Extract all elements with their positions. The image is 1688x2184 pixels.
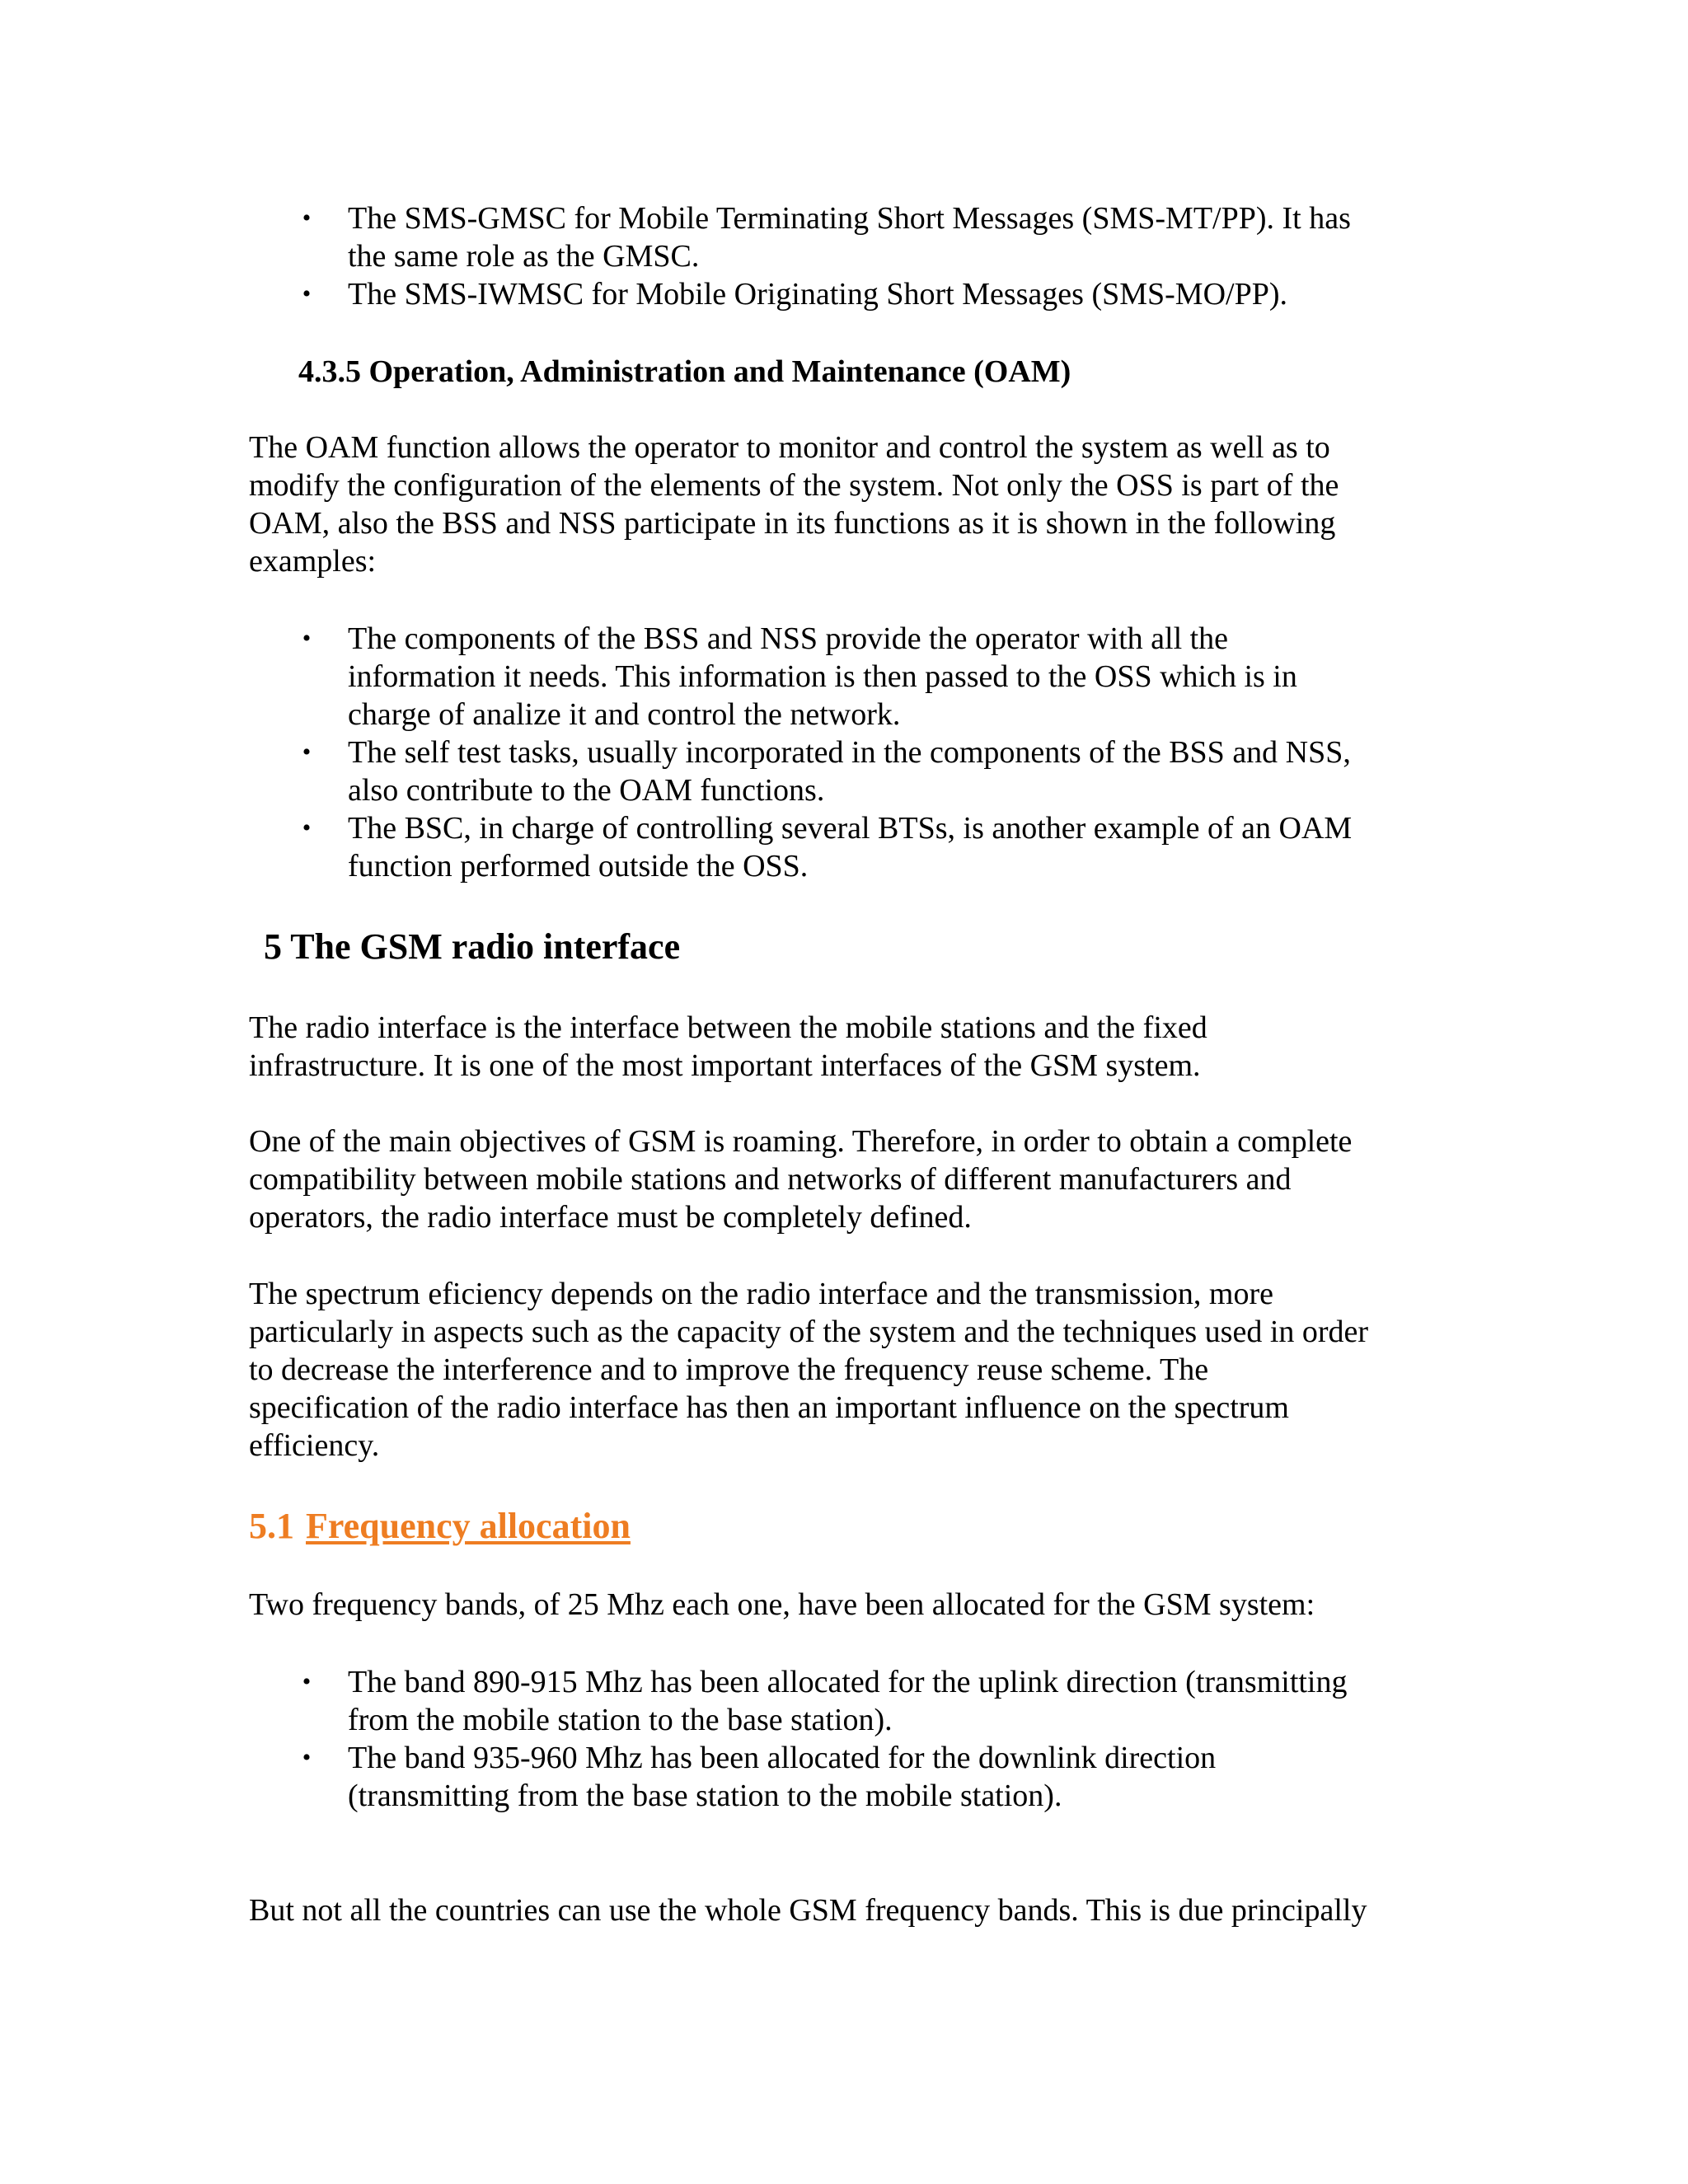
bullet-icon: •: [302, 625, 312, 652]
bullet-icon: •: [302, 738, 312, 766]
list-item-line: The BSC, in charge of controlling several BTSs, is another example of an OAM: [348, 811, 1353, 846]
section-number: 5.1: [249, 1506, 294, 1546]
paragraph-frequency-intro: [249, 1586, 1452, 1624]
list-item-line: information it needs. This information is then passed to the OSS which is in: [348, 659, 1297, 694]
list-item-line: function performed outside the OSS.: [348, 849, 809, 883]
frequency-allocation-link[interactable]: Frequency allocation: [306, 1506, 631, 1546]
list-item: [249, 809, 1452, 885]
paragraph-line: The OAM function allows the operator to monitor and control the system as well as to: [249, 430, 1330, 465]
paragraph-line: operators, the radio interface must be completely defined.: [249, 1200, 972, 1235]
paragraph-spectrum: [249, 1275, 1452, 1465]
section-heading-5-1: [249, 1505, 631, 1548]
list-item-line: The band 890-915 Mhz has been allocated for the uplink direction (transmitting: [348, 1665, 1348, 1699]
paragraph-closing: [249, 1891, 1452, 1929]
section-heading-4-3-5: 4.3.5 Operation, Administration and Maintenance (OAM): [298, 354, 1071, 389]
list-item: [249, 733, 1452, 809]
list-item: [249, 275, 1452, 313]
paragraph-roaming: [249, 1122, 1452, 1236]
bullet-list-oam: [249, 620, 1452, 885]
section-heading-5: 5 The GSM radio interface: [264, 926, 681, 967]
paragraph-line: The radio interface is the interface between the mobile stations and the fixed: [249, 1010, 1207, 1045]
paragraph-line: But not all the countries can use the whole GSM frequency bands. This is due principally: [249, 1893, 1367, 1928]
list-item: [249, 1663, 1452, 1739]
paragraph-line: OAM, also the BSS and NSS participate in its functions as it is shown in the following: [249, 506, 1336, 541]
list-item-line: charge of analize it and control the network.: [348, 697, 901, 732]
list-item-line: The SMS-IWMSC for Mobile Originating Short Messages (SMS-MO/PP).: [348, 277, 1288, 312]
bullet-icon: •: [302, 280, 312, 307]
bullet-icon: •: [302, 204, 312, 232]
bullet-icon: •: [302, 1668, 312, 1695]
list-item-line: (transmitting from the base station to the mobile station).: [348, 1779, 1062, 1813]
paragraph-line: One of the main objectives of GSM is roaming. Therefore, in order to obtain a complete: [249, 1124, 1353, 1159]
list-item-line: The band 935-960 Mhz has been allocated for the downlink direction: [348, 1741, 1217, 1775]
list-item-line: the same role as the GMSC.: [348, 239, 700, 274]
list-item-line: The self test tasks, usually incorporated in the components of the BSS and NSS,: [348, 735, 1351, 770]
bullet-icon: •: [302, 814, 312, 841]
paragraph-line: efficiency.: [249, 1428, 380, 1463]
bullet-list-sms: [249, 199, 1452, 313]
paragraph-line: infrastructure. It is one of the most important interfaces of the GSM system.: [249, 1048, 1201, 1083]
paragraph-line: Two frequency bands, of 25 Mhz each one, have been allocated for the GSM system:: [249, 1587, 1315, 1622]
list-item: [249, 199, 1452, 275]
paragraph-line: modify the configuration of the elements of the system. Not only the OSS is part of the: [249, 468, 1339, 503]
bullet-list-bands: [249, 1663, 1452, 1815]
paragraph-line: examples:: [249, 544, 377, 579]
bullet-icon: •: [302, 1744, 312, 1771]
paragraph-line: compatibility between mobile stations and networks of different manufacturers and: [249, 1162, 1292, 1197]
list-item-line: also contribute to the OAM functions.: [348, 773, 825, 808]
list-item-line: The components of the BSS and NSS provide the operator with all the: [348, 621, 1229, 656]
paragraph-line: to decrease the interference and to improve the frequency reuse scheme. The: [249, 1352, 1209, 1387]
paragraph-line: specification of the radio interface has then an important influence on the spectrum: [249, 1390, 1289, 1425]
paragraph-line: The spectrum eficiency depends on the radio interface and the transmission, more: [249, 1277, 1273, 1311]
list-item: [249, 620, 1452, 733]
paragraph-line: particularly in aspects such as the capacity of the system and the techniques used in order: [249, 1315, 1369, 1349]
list-item: [249, 1739, 1452, 1815]
paragraph-oam: [249, 429, 1452, 580]
paragraph-radio-interface: [249, 1009, 1452, 1085]
list-item-line: from the mobile station to the base station).: [348, 1703, 893, 1737]
list-item-line: The SMS-GMSC for Mobile Terminating Short Messages (SMS-MT/PP). It has: [348, 201, 1351, 236]
